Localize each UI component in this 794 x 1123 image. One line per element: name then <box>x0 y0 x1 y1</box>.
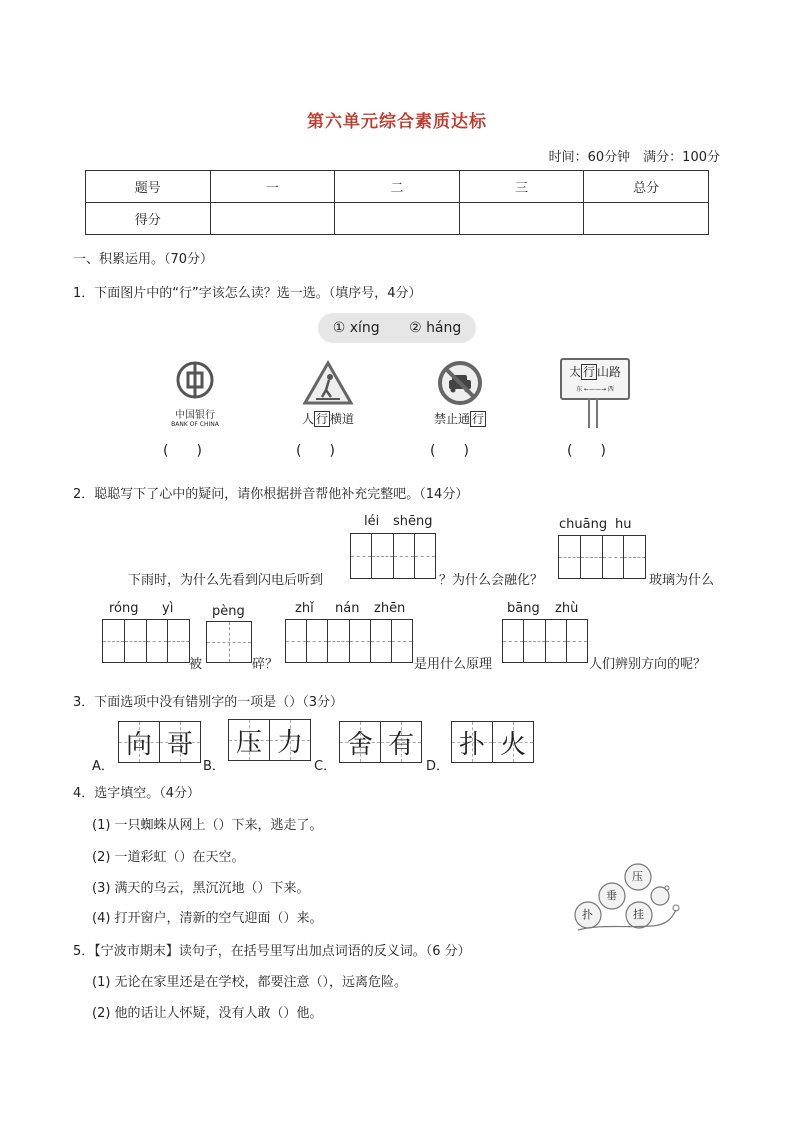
q5-item: (1) 无论在家里还是在学校，都要注意（），远离危险。 <box>92 975 408 990</box>
option-char: 哥 <box>166 729 193 760</box>
crosswalk-label <box>293 410 363 427</box>
label-text: 太 <box>568 365 581 379</box>
question-2-text: 玻璃为什么 <box>649 573 715 588</box>
answer-grid-leisheng[interactable] <box>350 533 436 579</box>
pinyin: róng <box>109 601 139 616</box>
question-2-text: ？为什么会融化？ <box>439 573 544 588</box>
q4-item: (2) 一道彩虹（）在天空。 <box>92 850 245 865</box>
score-row-label: 得分 <box>86 203 211 235</box>
label-text: 山路 <box>597 365 622 379</box>
question-2-text: 被 <box>189 657 203 672</box>
option-char: 火 <box>499 729 526 760</box>
question-2: 2．聪聪写下了心中的疑问，请你根据拼音帮他补充完整吧。（14分） <box>73 487 469 502</box>
page-title: 第六单元综合素质达标 <box>307 112 487 132</box>
pinyin: zhēn <box>374 601 406 616</box>
question-2-text: 人们辨别方向的呢？ <box>589 657 707 672</box>
question-1: 1．下面图片中的“行”字该怎么读？选一选。（填序号，4分） <box>73 286 422 301</box>
crosswalk-sign <box>293 360 363 427</box>
boxed-char: 行 <box>315 412 328 426</box>
score-table-row <box>86 203 709 235</box>
bank-of-china-logo <box>160 360 230 428</box>
option-char: 有 <box>387 729 414 760</box>
question-5: 5．【宁波市期末】读句子，在括号里写出加点词语的反义词。（6 分） <box>73 944 471 959</box>
flower-char: 挂 <box>633 908 644 921</box>
coin-icon <box>175 360 215 400</box>
sign-post <box>596 398 598 428</box>
question-2-text: 是用什么原理 <box>414 657 493 672</box>
option-c-grid[interactable] <box>339 721 422 763</box>
option-xing: ① xíng <box>332 320 380 336</box>
road-direction: 东 ←——→ 西 <box>576 386 614 393</box>
pinyin: pèng <box>212 604 245 619</box>
option-char: 扑 <box>458 729 485 760</box>
label-text: 横道 <box>330 412 355 426</box>
answer-blank-4[interactable]: ( ) <box>567 443 606 459</box>
option-char: 向 <box>125 729 152 760</box>
no-traffic-sign <box>420 360 500 427</box>
bank-name-en: BANK OF CHINA <box>171 421 219 428</box>
score-table-cell: 二 <box>335 171 460 203</box>
answer-blank-2[interactable]: ( ) <box>296 443 335 459</box>
answer-grid-bangzhu[interactable] <box>502 619 588 663</box>
flower-char: 扑 <box>582 908 593 921</box>
question-2-text: 下雨时，为什么先看到闪电后听到 <box>128 573 324 588</box>
option-hang: ② háng <box>409 320 462 336</box>
option-a-grid[interactable] <box>118 721 201 763</box>
road-sign-board <box>560 358 630 400</box>
question-3: 3．下面选项中没有错别字的一项是（）（3分） <box>73 695 344 710</box>
flower-char: 压 <box>632 870 643 883</box>
road-name <box>562 363 628 380</box>
time-info: 时间：60分钟 满分：100分 <box>548 150 720 165</box>
pinyin: bāng <box>507 601 540 616</box>
label-text: 禁止通 <box>433 412 470 426</box>
pinyin: zhǐ <box>295 601 314 616</box>
pinyin: léi <box>364 514 380 529</box>
score-table-cell: 题号 <box>86 171 211 203</box>
pedestrian-crossing-icon <box>302 360 354 406</box>
answer-grid-zhinanzhen[interactable] <box>285 619 413 663</box>
q4-item: (1) 一只蜘蛛从网上（）下来，逃走了。 <box>92 818 323 833</box>
option-d-grid[interactable] <box>451 721 534 763</box>
score-table-cell: 三 <box>459 171 584 203</box>
answer-grid-rongyi[interactable] <box>102 619 190 663</box>
answer-grid-chuanghu[interactable] <box>558 535 646 579</box>
boxed-char: 行 <box>582 365 595 379</box>
pinyin: yì <box>162 601 174 616</box>
option-label[interactable]: C． <box>314 759 337 774</box>
question-2-text: 碎？ <box>252 657 279 672</box>
q4-item: (4) 打开窗户，清新的空气迎面（）来。 <box>92 911 323 926</box>
q5-item: (2) 他的话让人怀疑，没有人敢（）他。 <box>92 1006 323 1021</box>
option-b-grid[interactable] <box>228 719 311 761</box>
score-table <box>85 170 709 235</box>
score-input-cell[interactable] <box>584 203 709 235</box>
score-table-header <box>86 171 709 203</box>
label-text: 人 <box>301 412 314 426</box>
boxed-char: 行 <box>472 412 485 426</box>
section-heading: 一、积累运用。（70分） <box>73 252 214 267</box>
answer-blank-3[interactable]: ( ) <box>430 443 469 459</box>
pinyin: shēng <box>393 514 433 529</box>
road-sign <box>560 358 632 430</box>
no-traffic-label <box>420 410 500 427</box>
answer-grid-peng[interactable] <box>206 621 252 663</box>
pinyin: zhù <box>555 601 579 616</box>
q4-item: (3) 满天的乌云，黑沉沉地（）下来。 <box>92 881 310 896</box>
pinyin: chuāng <box>559 517 608 532</box>
score-table-cell: 总分 <box>584 171 709 203</box>
pinyin: hu <box>615 517 632 532</box>
score-input-cell[interactable] <box>210 203 335 235</box>
pronunciation-options <box>318 313 476 343</box>
no-car-icon <box>436 360 484 406</box>
score-input-cell[interactable] <box>459 203 584 235</box>
flower-char: 垂 <box>606 889 617 902</box>
character-flower-illustration <box>572 858 690 940</box>
option-char: 压 <box>235 727 262 758</box>
sign-post <box>588 398 590 428</box>
bank-name: 中国银行 <box>175 410 215 421</box>
option-char: 舍 <box>346 729 373 760</box>
option-label[interactable]: B． <box>203 759 225 774</box>
answer-blank-1[interactable]: ( ) <box>163 443 202 459</box>
option-char: 力 <box>276 727 303 758</box>
option-label[interactable]: A． <box>92 759 114 774</box>
flower-cloud-icon <box>572 858 690 940</box>
option-label[interactable]: D． <box>426 759 450 774</box>
score-table-cell: 一 <box>210 171 335 203</box>
question-4: 4．选字填空。（4分） <box>73 786 201 801</box>
score-input-cell[interactable] <box>335 203 460 235</box>
pinyin: nán <box>335 601 360 616</box>
